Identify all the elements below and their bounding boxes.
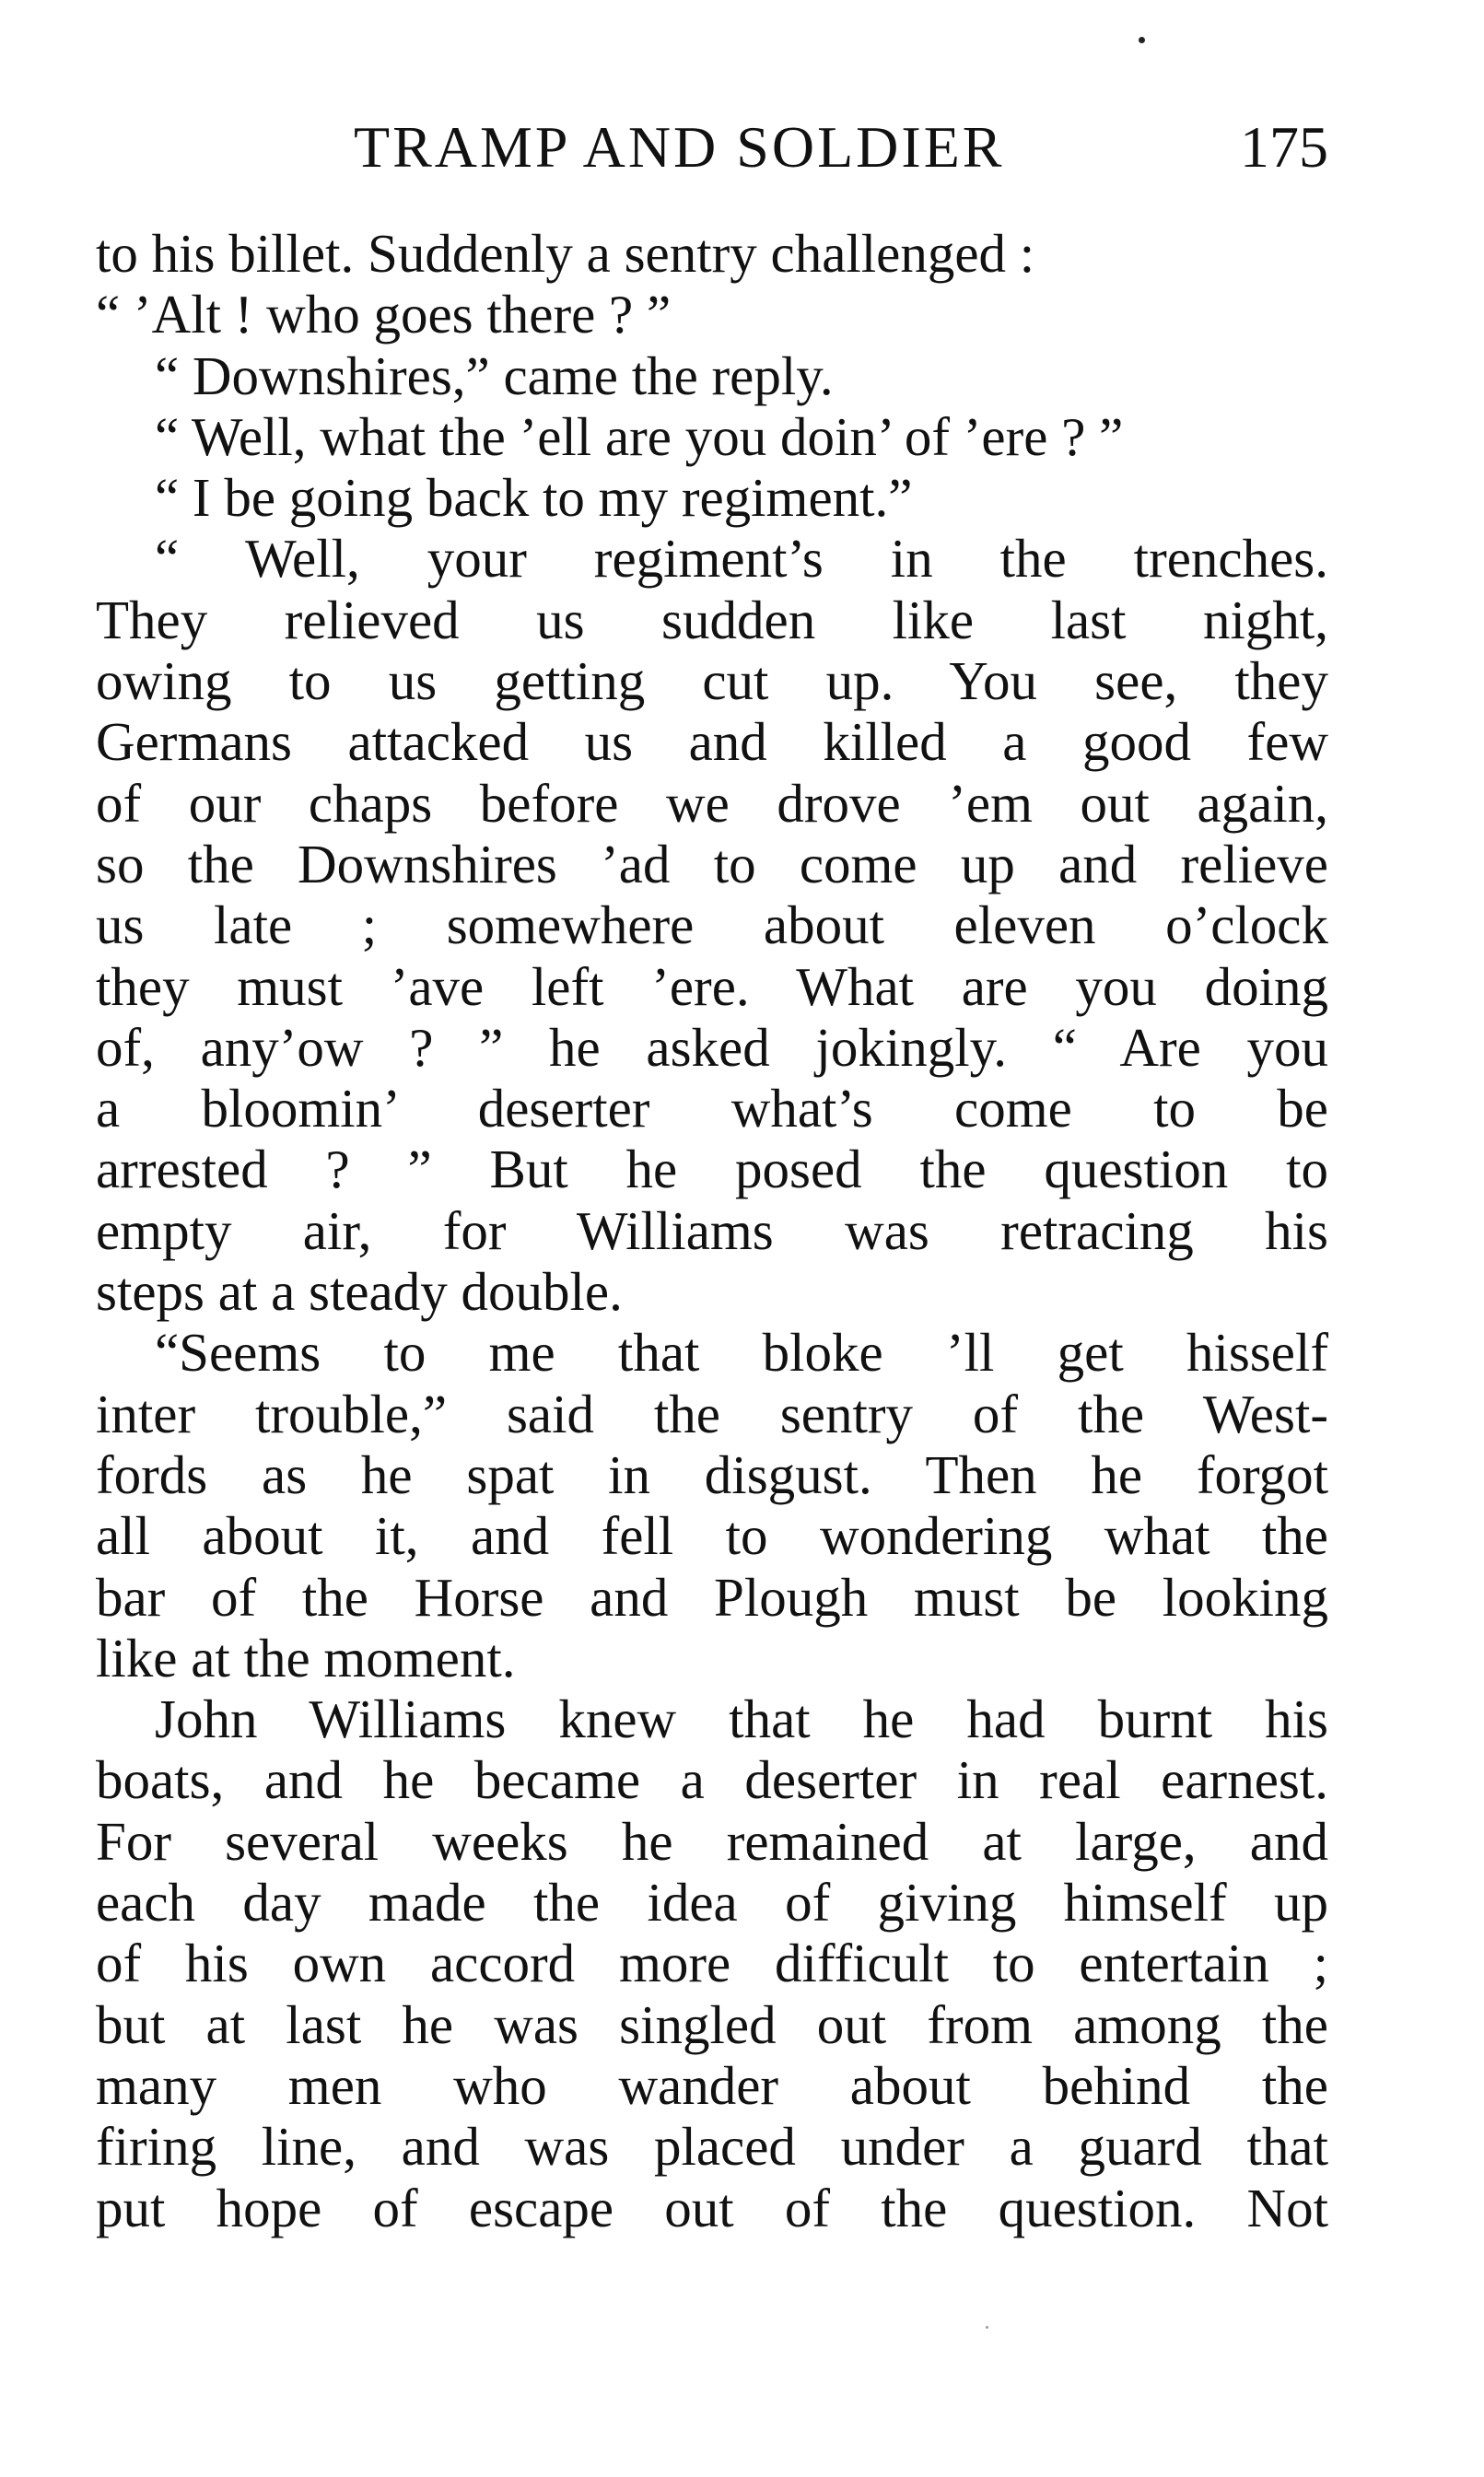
text-line: of his own accord more difficult to entertain ; <box>96 1933 1328 1994</box>
text-line: “ I be going back to my regiment.” <box>155 467 913 529</box>
text-line: Germans attacked us and killed a good few <box>96 711 1328 773</box>
text-line: inter trouble,” said the sentry of the West- <box>96 1383 1328 1444</box>
print-speck-top <box>1139 37 1145 43</box>
text-line: bar of the Horse and Plough must be looking <box>96 1566 1328 1628</box>
text-line: For several weeks he remained at large, and <box>96 1810 1328 1872</box>
text-line: John Williams knew that he had burnt his <box>155 1688 1328 1750</box>
text-line: “ Well, your regiment’s in the trenches. <box>155 528 1328 590</box>
text-line: all about it, and fell to wondering what the <box>96 1505 1328 1567</box>
body-text <box>96 223 1328 2238</box>
text-line: so the Downshires ’ad to come up and relieve <box>96 833 1328 894</box>
text-line: a bloomin’ deserter what’s come to be <box>96 1078 1328 1139</box>
running-title: TRAMP AND SOLDIER <box>354 114 1005 180</box>
text-line: they must ’ave left ’ere. What are you doing <box>96 955 1328 1017</box>
text-line: fords as he spat in disgust. Then he forgot <box>96 1443 1328 1505</box>
text-line: of, any’ow ? ” he asked jokingly. “ Are you <box>96 1016 1328 1078</box>
text-line: empty air, for Williams was retracing his <box>96 1199 1328 1261</box>
text-line: boats, and he became a deserter in real earnest. <box>96 1749 1328 1811</box>
text-line: They relieved us sudden like last night, <box>96 589 1328 650</box>
text-line: “ ’Alt ! who goes there ? ” <box>96 284 672 345</box>
text-line: of our chaps before we drove ’em out again, <box>96 772 1328 834</box>
text-line: firing line, and was placed under a guard that <box>96 2116 1328 2178</box>
running-head <box>96 111 1328 184</box>
text-line: us late ; somewhere about eleven o’clock <box>96 894 1328 956</box>
text-line: like at the moment. <box>96 1627 516 1688</box>
page-number: 175 <box>1240 114 1328 180</box>
text-line: put hope of escape out of the question. Not <box>96 2177 1328 2238</box>
text-line: steps at a steady double. <box>96 1261 623 1323</box>
text-line: owing to us getting cut up. You see, they <box>96 650 1328 712</box>
text-line: each day made the idea of giving himself up <box>96 1872 1328 1934</box>
text-line: but at last he was singled out from among the <box>96 1993 1328 2055</box>
text-line: “ Downshires,” came the reply. <box>155 345 834 406</box>
text-line: “ Well, what the ’ell are you doin’ of ’ere ? ” <box>155 405 1124 467</box>
print-speck-bottom <box>986 2326 988 2329</box>
text-line: many men who wander about behind the <box>96 2054 1328 2116</box>
text-line: arrested ? ” But he posed the question to <box>96 1139 1328 1200</box>
text-line: to his billet. Suddenly a sentry challenged : <box>96 223 1035 284</box>
text-line: “Seems to me that bloke ’ll get hisself <box>155 1322 1328 1384</box>
